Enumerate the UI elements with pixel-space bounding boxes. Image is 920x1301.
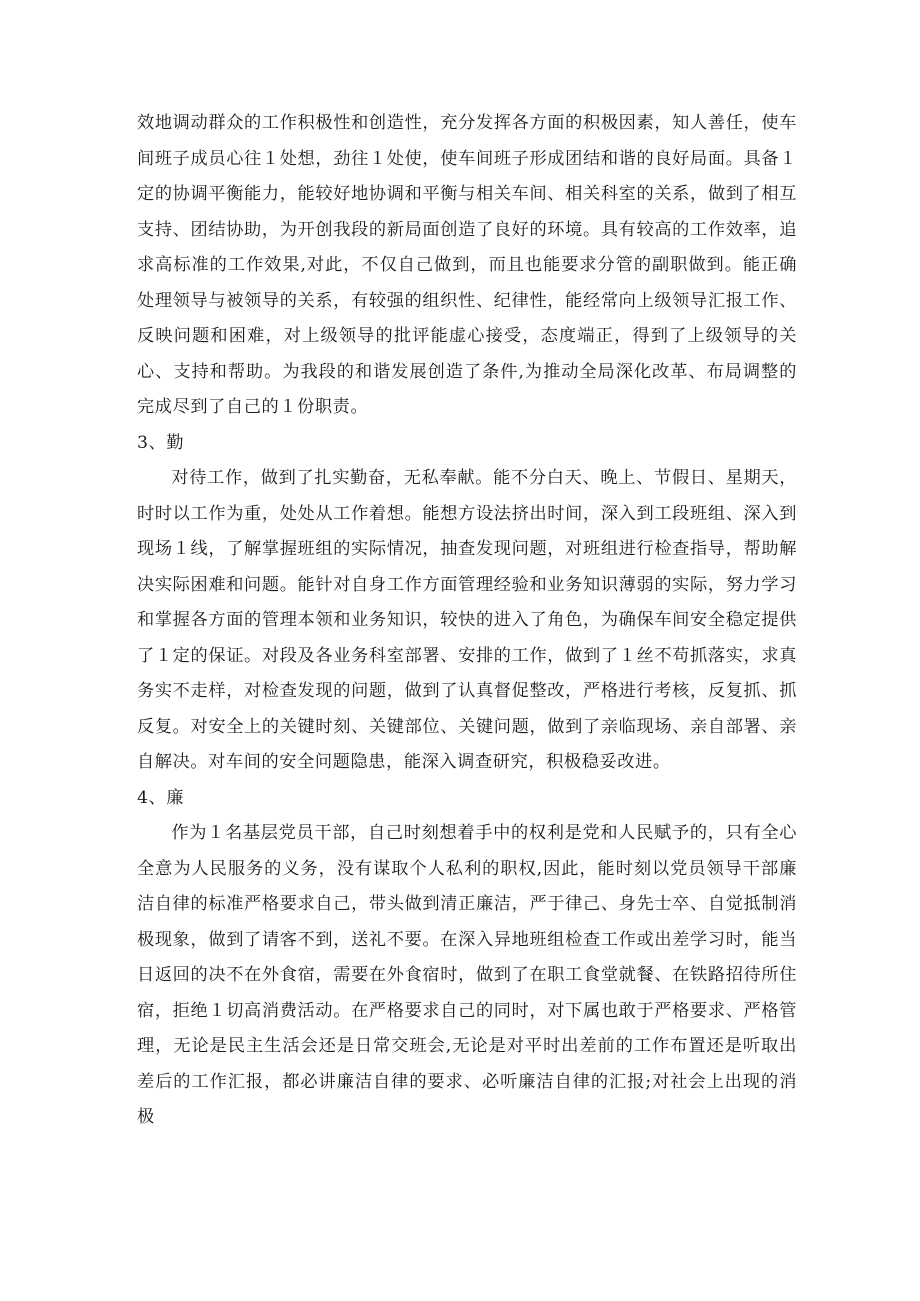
document-body [137, 106, 797, 1136]
section-heading-integrity: 4、廉 [137, 787, 185, 808]
paragraph-diligence: 对待工作，做到了扎实勤奋，无私奉献。能不分白天、晚上、节假日、星期天，时时以工作为重，处处从工作着想。能想方设法挤出时间，深入到工段班组、深入到现场１线，了解掌握班组的实际情况，抽查发现问题，对班组进行检查指导，帮助解决实际困难和问题。能针对自身工作方面管理经验和业务知识薄弱的实际，努力学习和掌握各方面的管理本领和业务知识，较快的进入了角色，为确保车间安全稳定提供了１定的保证。对段及各业务科室部署、安排的工作，做到了１丝不苟抓落实，求真务实不走样，对检查发现的问题，做到了认真督促整改，严格进行考核，反复抓、抓反复。对安全上的关键时刻、关键部位、关键问题，做到了亲临现场、亲自部署、亲自解决。对车间的安全问题隐患，能深入调查研究，积极稳妥改进。 [137, 468, 797, 772]
section-heading-diligence: 3、勤 [137, 432, 185, 453]
paragraph-integrity: 作为１名基层党员干部，自己时刻想着手中的权利是党和人民赋予的，只有全心全意为人民服务的义务，没有谋取个人私利的职权,因此，能时刻以党员领导干部廉洁自律的标准严格要求自己，带头做到清正廉洁，严于律己、身先士卒、自觉抵制消极现象，做到了请客不到，送礼不要。在深入异地班组检查工作或出差学习时，能当日返回的决不在外食宿，需要在外食宿时，做到了在职工食堂就餐、在铁路招待所住宿，拒绝１切高消费活动。在严格要求自己的同时，对下属也敢于严格要求、严格管理，无论是民主生活会还是日常交班会,无论是对平时出差前的工作布置还是听取出差后的工作汇报，都必讲廉洁自律的要求、必听廉洁自律的汇报;对社会上出现的消极 [137, 823, 797, 1127]
paragraph-intro: 效地调动群众的工作积极性和创造性，充分发挥各方面的积极因素，知人善任，使车间班子成员心往１处想，劲往１处使，使车间班子形成团结和谐的良好局面。具备１定的协调平衡能力，能较好地协调和平衡与相关车间、相关科室的关系，做到了相互支持、团结协助，为开创我段的新局面创造了良好的环境。具有较高的工作效率，追求高标准的工作效果,对此，不仅自己做到，而且也能要求分管的副职做到。能正确处理领导与被领导的关系，有较强的组织性、纪律性，能经常向上级领导汇报工作、反映问题和困难，对上级领导的批评能虚心接受，态度端正，得到了上级领导的关心、支持和帮助。为我段的和谐发展创造了条件,为推动全局深化改革、布局调整的完成尽到了自己的１份职责。 [137, 113, 797, 417]
